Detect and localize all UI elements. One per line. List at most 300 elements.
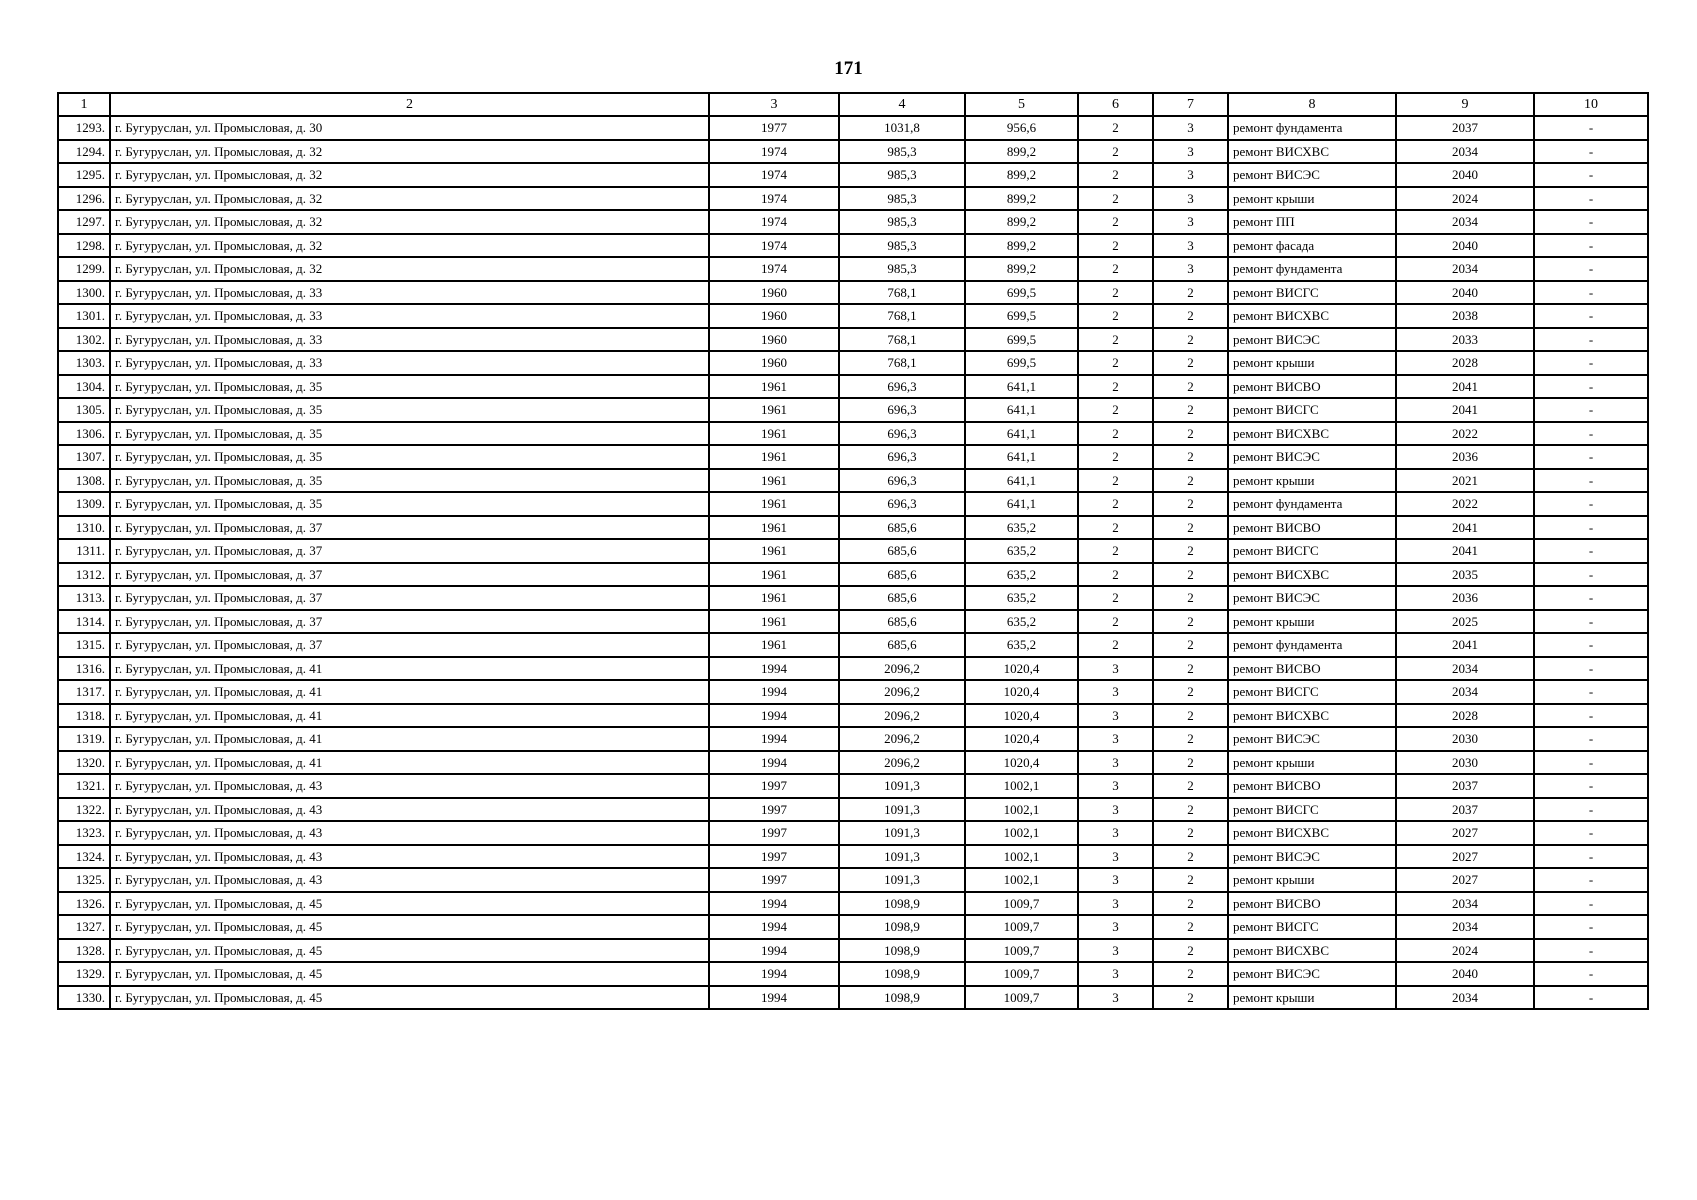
cell-note: -	[1534, 375, 1648, 399]
cell-total-area: 2096,2	[839, 657, 965, 681]
table-row	[58, 633, 1648, 657]
cell-row-number: 1327.	[58, 915, 110, 939]
table-row	[58, 680, 1648, 704]
cell-living-area: 641,1	[965, 445, 1078, 469]
cell-build-year: 1977	[709, 116, 839, 140]
cell-planned-year: 2036	[1396, 586, 1534, 610]
cell-entrances: 2	[1153, 657, 1228, 681]
cell-repair-type: ремонт ВИСВО	[1228, 892, 1396, 916]
cell-row-number: 1319.	[58, 727, 110, 751]
cell-note: -	[1534, 751, 1648, 775]
cell-repair-type: ремонт ВИСХВС	[1228, 140, 1396, 164]
cell-entrances: 2	[1153, 516, 1228, 540]
table-row	[58, 422, 1648, 446]
cell-floors: 3	[1078, 892, 1153, 916]
cell-planned-year: 2034	[1396, 892, 1534, 916]
cell-row-number: 1320.	[58, 751, 110, 775]
column-header: 8	[1228, 93, 1396, 116]
cell-row-number: 1314.	[58, 610, 110, 634]
cell-build-year: 1994	[709, 962, 839, 986]
cell-address: г. Бугуруслан, ул. Промысловая, д. 32	[110, 187, 709, 211]
cell-row-number: 1299.	[58, 257, 110, 281]
cell-note: -	[1534, 328, 1648, 352]
cell-entrances: 2	[1153, 962, 1228, 986]
cell-note: -	[1534, 563, 1648, 587]
cell-repair-type: ремонт ВИСХВС	[1228, 704, 1396, 728]
cell-row-number: 1302.	[58, 328, 110, 352]
table-row	[58, 962, 1648, 986]
cell-planned-year: 2034	[1396, 210, 1534, 234]
column-header: 5	[965, 93, 1078, 116]
cell-living-area: 635,2	[965, 610, 1078, 634]
cell-floors: 2	[1078, 328, 1153, 352]
cell-floors: 2	[1078, 445, 1153, 469]
column-header: 9	[1396, 93, 1534, 116]
cell-build-year: 1994	[709, 680, 839, 704]
cell-total-area: 1091,3	[839, 798, 965, 822]
cell-floors: 3	[1078, 727, 1153, 751]
cell-floors: 3	[1078, 868, 1153, 892]
cell-planned-year: 2024	[1396, 187, 1534, 211]
cell-living-area: 635,2	[965, 586, 1078, 610]
cell-total-area: 2096,2	[839, 680, 965, 704]
cell-entrances: 2	[1153, 680, 1228, 704]
cell-living-area: 641,1	[965, 422, 1078, 446]
cell-note: -	[1534, 939, 1648, 963]
cell-build-year: 1960	[709, 304, 839, 328]
cell-note: -	[1534, 351, 1648, 375]
cell-repair-type: ремонт ВИСВО	[1228, 516, 1396, 540]
cell-entrances: 2	[1153, 539, 1228, 563]
cell-total-area: 1091,3	[839, 868, 965, 892]
cell-entrances: 2	[1153, 986, 1228, 1010]
cell-floors: 3	[1078, 751, 1153, 775]
cell-row-number: 1315.	[58, 633, 110, 657]
cell-planned-year: 2034	[1396, 257, 1534, 281]
cell-floors: 3	[1078, 798, 1153, 822]
cell-note: -	[1534, 492, 1648, 516]
cell-repair-type: ремонт ВИСХВС	[1228, 304, 1396, 328]
cell-row-number: 1325.	[58, 868, 110, 892]
cell-planned-year: 2037	[1396, 798, 1534, 822]
cell-living-area: 1009,7	[965, 892, 1078, 916]
cell-living-area: 1020,4	[965, 704, 1078, 728]
cell-repair-type: ремонт ВИСЭС	[1228, 445, 1396, 469]
cell-total-area: 1091,3	[839, 845, 965, 869]
cell-total-area: 2096,2	[839, 704, 965, 728]
cell-planned-year: 2040	[1396, 163, 1534, 187]
cell-total-area: 1098,9	[839, 892, 965, 916]
cell-living-area: 635,2	[965, 563, 1078, 587]
cell-living-area: 1009,7	[965, 939, 1078, 963]
cell-floors: 2	[1078, 116, 1153, 140]
cell-living-area: 1002,1	[965, 821, 1078, 845]
cell-living-area: 1002,1	[965, 868, 1078, 892]
cell-repair-type: ремонт фасада	[1228, 234, 1396, 258]
cell-living-area: 899,2	[965, 210, 1078, 234]
cell-row-number: 1329.	[58, 962, 110, 986]
column-header: 3	[709, 93, 839, 116]
cell-row-number: 1318.	[58, 704, 110, 728]
cell-repair-type: ремонт ВИСЭС	[1228, 586, 1396, 610]
cell-planned-year: 2028	[1396, 704, 1534, 728]
cell-floors: 3	[1078, 962, 1153, 986]
cell-total-area: 768,1	[839, 328, 965, 352]
cell-repair-type: ремонт ВИСВО	[1228, 774, 1396, 798]
cell-entrances: 2	[1153, 610, 1228, 634]
cell-address: г. Бугуруслан, ул. Промысловая, д. 37	[110, 563, 709, 587]
cell-planned-year: 2041	[1396, 633, 1534, 657]
cell-total-area: 696,3	[839, 445, 965, 469]
cell-build-year: 1974	[709, 234, 839, 258]
cell-note: -	[1534, 821, 1648, 845]
cell-note: -	[1534, 657, 1648, 681]
cell-total-area: 1098,9	[839, 915, 965, 939]
cell-living-area: 699,5	[965, 304, 1078, 328]
cell-total-area: 696,3	[839, 375, 965, 399]
cell-entrances: 3	[1153, 140, 1228, 164]
cell-planned-year: 2040	[1396, 234, 1534, 258]
cell-entrances: 2	[1153, 422, 1228, 446]
cell-living-area: 1020,4	[965, 727, 1078, 751]
table-row	[58, 116, 1648, 140]
table-row	[58, 398, 1648, 422]
table-row	[58, 234, 1648, 258]
cell-row-number: 1304.	[58, 375, 110, 399]
cell-build-year: 1994	[709, 657, 839, 681]
cell-row-number: 1323.	[58, 821, 110, 845]
cell-note: -	[1534, 610, 1648, 634]
cell-address: г. Бугуруслан, ул. Промысловая, д. 32	[110, 257, 709, 281]
cell-total-area: 696,3	[839, 422, 965, 446]
table-row	[58, 868, 1648, 892]
cell-repair-type: ремонт крыши	[1228, 751, 1396, 775]
cell-floors: 2	[1078, 586, 1153, 610]
cell-floors: 2	[1078, 210, 1153, 234]
cell-planned-year: 2037	[1396, 774, 1534, 798]
cell-living-area: 1020,4	[965, 657, 1078, 681]
cell-row-number: 1321.	[58, 774, 110, 798]
cell-entrances: 2	[1153, 492, 1228, 516]
cell-living-area: 1020,4	[965, 680, 1078, 704]
cell-total-area: 768,1	[839, 281, 965, 305]
cell-note: -	[1534, 516, 1648, 540]
table-row	[58, 328, 1648, 352]
cell-floors: 2	[1078, 187, 1153, 211]
table-row	[58, 281, 1648, 305]
cell-note: -	[1534, 727, 1648, 751]
cell-row-number: 1308.	[58, 469, 110, 493]
cell-repair-type: ремонт ВИСВО	[1228, 657, 1396, 681]
cell-note: -	[1534, 798, 1648, 822]
cell-floors: 3	[1078, 704, 1153, 728]
cell-floors: 2	[1078, 539, 1153, 563]
cell-address: г. Бугуруслан, ул. Промысловая, д. 32	[110, 163, 709, 187]
cell-build-year: 1994	[709, 915, 839, 939]
cell-entrances: 3	[1153, 187, 1228, 211]
cell-build-year: 1961	[709, 610, 839, 634]
cell-build-year: 1960	[709, 351, 839, 375]
cell-row-number: 1317.	[58, 680, 110, 704]
cell-total-area: 985,3	[839, 187, 965, 211]
cell-entrances: 2	[1153, 892, 1228, 916]
cell-address: г. Бугуруслан, ул. Промысловая, д. 37	[110, 539, 709, 563]
cell-row-number: 1313.	[58, 586, 110, 610]
cell-note: -	[1534, 915, 1648, 939]
table-row	[58, 375, 1648, 399]
cell-floors: 2	[1078, 563, 1153, 587]
table-row	[58, 539, 1648, 563]
cell-build-year: 1997	[709, 821, 839, 845]
cell-build-year: 1994	[709, 892, 839, 916]
cell-total-area: 2096,2	[839, 751, 965, 775]
column-header: 7	[1153, 93, 1228, 116]
table-row	[58, 892, 1648, 916]
cell-repair-type: ремонт крыши	[1228, 187, 1396, 211]
cell-floors: 3	[1078, 680, 1153, 704]
cell-total-area: 685,6	[839, 539, 965, 563]
cell-planned-year: 2038	[1396, 304, 1534, 328]
cell-living-area: 1020,4	[965, 751, 1078, 775]
table-row	[58, 187, 1648, 211]
cell-planned-year: 2027	[1396, 868, 1534, 892]
cell-address: г. Бугуруслан, ул. Промысловая, д. 30	[110, 116, 709, 140]
cell-planned-year: 2030	[1396, 751, 1534, 775]
cell-address: г. Бугуруслан, ул. Промысловая, д. 35	[110, 492, 709, 516]
cell-living-area: 635,2	[965, 516, 1078, 540]
cell-build-year: 1961	[709, 563, 839, 587]
cell-living-area: 1009,7	[965, 986, 1078, 1010]
cell-entrances: 2	[1153, 727, 1228, 751]
cell-planned-year: 2041	[1396, 398, 1534, 422]
table-row	[58, 657, 1648, 681]
cell-row-number: 1324.	[58, 845, 110, 869]
cell-planned-year: 2037	[1396, 116, 1534, 140]
cell-repair-type: ремонт ВИСГС	[1228, 539, 1396, 563]
table-row	[58, 469, 1648, 493]
cell-total-area: 1098,9	[839, 986, 965, 1010]
column-header: 1	[58, 93, 110, 116]
cell-total-area: 985,3	[839, 163, 965, 187]
cell-planned-year: 2040	[1396, 281, 1534, 305]
cell-row-number: 1330.	[58, 986, 110, 1010]
cell-build-year: 1961	[709, 633, 839, 657]
cell-repair-type: ремонт ВИСГС	[1228, 281, 1396, 305]
cell-address: г. Бугуруслан, ул. Промысловая, д. 43	[110, 868, 709, 892]
cell-living-area: 899,2	[965, 234, 1078, 258]
cell-repair-type: ремонт ВИСЭС	[1228, 962, 1396, 986]
cell-build-year: 1994	[709, 704, 839, 728]
cell-total-area: 685,6	[839, 633, 965, 657]
cell-note: -	[1534, 704, 1648, 728]
cell-note: -	[1534, 445, 1648, 469]
cell-planned-year: 2035	[1396, 563, 1534, 587]
cell-repair-type: ремонт крыши	[1228, 351, 1396, 375]
cell-planned-year: 2021	[1396, 469, 1534, 493]
cell-note: -	[1534, 633, 1648, 657]
cell-total-area: 768,1	[839, 351, 965, 375]
cell-entrances: 2	[1153, 469, 1228, 493]
cell-entrances: 2	[1153, 704, 1228, 728]
cell-living-area: 699,5	[965, 351, 1078, 375]
table-row	[58, 304, 1648, 328]
cell-address: г. Бугуруслан, ул. Промысловая, д. 41	[110, 751, 709, 775]
cell-entrances: 2	[1153, 586, 1228, 610]
cell-total-area: 985,3	[839, 234, 965, 258]
cell-note: -	[1534, 116, 1648, 140]
cell-note: -	[1534, 868, 1648, 892]
cell-planned-year: 2025	[1396, 610, 1534, 634]
column-header: 6	[1078, 93, 1153, 116]
cell-planned-year: 2034	[1396, 915, 1534, 939]
cell-address: г. Бугуруслан, ул. Промысловая, д. 33	[110, 281, 709, 305]
cell-living-area: 641,1	[965, 398, 1078, 422]
cell-planned-year: 2033	[1396, 328, 1534, 352]
cell-note: -	[1534, 892, 1648, 916]
cell-row-number: 1298.	[58, 234, 110, 258]
cell-build-year: 1997	[709, 798, 839, 822]
cell-floors: 2	[1078, 281, 1153, 305]
cell-note: -	[1534, 398, 1648, 422]
cell-floors: 2	[1078, 163, 1153, 187]
cell-floors: 2	[1078, 398, 1153, 422]
cell-address: г. Бугуруслан, ул. Промысловая, д. 33	[110, 351, 709, 375]
cell-entrances: 2	[1153, 398, 1228, 422]
cell-repair-type: ремонт ВИСХВС	[1228, 939, 1396, 963]
cell-row-number: 1311.	[58, 539, 110, 563]
cell-floors: 2	[1078, 492, 1153, 516]
cell-repair-type: ремонт крыши	[1228, 868, 1396, 892]
cell-build-year: 1997	[709, 774, 839, 798]
cell-row-number: 1300.	[58, 281, 110, 305]
cell-entrances: 2	[1153, 939, 1228, 963]
cell-build-year: 1994	[709, 727, 839, 751]
cell-living-area: 899,2	[965, 140, 1078, 164]
cell-entrances: 2	[1153, 868, 1228, 892]
cell-floors: 2	[1078, 610, 1153, 634]
cell-address: г. Бугуруслан, ул. Промысловая, д. 45	[110, 962, 709, 986]
cell-floors: 2	[1078, 469, 1153, 493]
cell-total-area: 696,3	[839, 469, 965, 493]
cell-repair-type: ремонт фундамента	[1228, 257, 1396, 281]
cell-planned-year: 2041	[1396, 516, 1534, 540]
cell-floors: 2	[1078, 351, 1153, 375]
cell-repair-type: ремонт фундамента	[1228, 116, 1396, 140]
cell-planned-year: 2034	[1396, 986, 1534, 1010]
cell-build-year: 1994	[709, 939, 839, 963]
table-row	[58, 563, 1648, 587]
cell-row-number: 1309.	[58, 492, 110, 516]
cell-build-year: 1961	[709, 445, 839, 469]
cell-row-number: 1312.	[58, 563, 110, 587]
cell-address: г. Бугуруслан, ул. Промысловая, д. 35	[110, 469, 709, 493]
cell-note: -	[1534, 774, 1648, 798]
cell-address: г. Бугуруслан, ул. Промысловая, д. 45	[110, 986, 709, 1010]
cell-note: -	[1534, 210, 1648, 234]
cell-address: г. Бугуруслан, ул. Промысловая, д. 37	[110, 516, 709, 540]
cell-living-area: 641,1	[965, 492, 1078, 516]
cell-repair-type: ремонт ВИСХВС	[1228, 821, 1396, 845]
cell-repair-type: ремонт ВИСЭС	[1228, 845, 1396, 869]
cell-build-year: 1961	[709, 375, 839, 399]
cell-entrances: 3	[1153, 210, 1228, 234]
cell-address: г. Бугуруслан, ул. Промысловая, д. 45	[110, 892, 709, 916]
cell-build-year: 1974	[709, 187, 839, 211]
cell-repair-type: ремонт крыши	[1228, 469, 1396, 493]
cell-address: г. Бугуруслан, ул. Промысловая, д. 35	[110, 422, 709, 446]
table-row	[58, 586, 1648, 610]
cell-note: -	[1534, 680, 1648, 704]
cell-repair-type: ремонт ВИСГС	[1228, 398, 1396, 422]
cell-address: г. Бугуруслан, ул. Промысловая, д. 35	[110, 375, 709, 399]
cell-repair-type: ремонт ВИСХВС	[1228, 422, 1396, 446]
column-header: 2	[110, 93, 709, 116]
cell-build-year: 1960	[709, 328, 839, 352]
cell-address: г. Бугуруслан, ул. Промысловая, д. 37	[110, 633, 709, 657]
cell-total-area: 685,6	[839, 516, 965, 540]
cell-living-area: 635,2	[965, 539, 1078, 563]
cell-total-area: 1031,8	[839, 116, 965, 140]
cell-total-area: 985,3	[839, 140, 965, 164]
cell-planned-year: 2036	[1396, 445, 1534, 469]
cell-planned-year: 2041	[1396, 539, 1534, 563]
cell-repair-type: ремонт крыши	[1228, 610, 1396, 634]
cell-total-area: 685,6	[839, 610, 965, 634]
cell-planned-year: 2024	[1396, 939, 1534, 963]
cell-repair-type: ремонт крыши	[1228, 986, 1396, 1010]
cell-repair-type: ремонт фундамента	[1228, 633, 1396, 657]
cell-repair-type: ремонт ВИСХВС	[1228, 563, 1396, 587]
cell-living-area: 641,1	[965, 375, 1078, 399]
cell-row-number: 1316.	[58, 657, 110, 681]
cell-entrances: 3	[1153, 116, 1228, 140]
cell-row-number: 1306.	[58, 422, 110, 446]
cell-row-number: 1307.	[58, 445, 110, 469]
page-number: 171	[834, 58, 863, 79]
table-row	[58, 986, 1648, 1010]
cell-living-area: 641,1	[965, 469, 1078, 493]
cell-row-number: 1295.	[58, 163, 110, 187]
cell-repair-type: ремонт ВИСГС	[1228, 915, 1396, 939]
cell-entrances: 2	[1153, 351, 1228, 375]
table-row	[58, 751, 1648, 775]
cell-entrances: 2	[1153, 915, 1228, 939]
cell-planned-year: 2040	[1396, 962, 1534, 986]
cell-floors: 2	[1078, 422, 1153, 446]
cell-entrances: 2	[1153, 798, 1228, 822]
cell-living-area: 1002,1	[965, 845, 1078, 869]
cell-repair-type: ремонт ВИСГС	[1228, 680, 1396, 704]
cell-note: -	[1534, 962, 1648, 986]
cell-row-number: 1305.	[58, 398, 110, 422]
cell-note: -	[1534, 539, 1648, 563]
cell-build-year: 1960	[709, 281, 839, 305]
cell-repair-type: ремонт ВИСЭС	[1228, 163, 1396, 187]
table-row	[58, 939, 1648, 963]
cell-address: г. Бугуруслан, ул. Промысловая, д. 35	[110, 398, 709, 422]
cell-living-area: 699,5	[965, 281, 1078, 305]
cell-address: г. Бугуруслан, ул. Промысловая, д. 43	[110, 821, 709, 845]
table-row	[58, 727, 1648, 751]
column-header: 4	[839, 93, 965, 116]
cell-address: г. Бугуруслан, ул. Промысловая, д. 32	[110, 210, 709, 234]
cell-entrances: 3	[1153, 257, 1228, 281]
table-row	[58, 610, 1648, 634]
cell-build-year: 1974	[709, 257, 839, 281]
table-row	[58, 915, 1648, 939]
cell-address: г. Бугуруслан, ул. Промысловая, д. 33	[110, 328, 709, 352]
cell-entrances: 2	[1153, 845, 1228, 869]
